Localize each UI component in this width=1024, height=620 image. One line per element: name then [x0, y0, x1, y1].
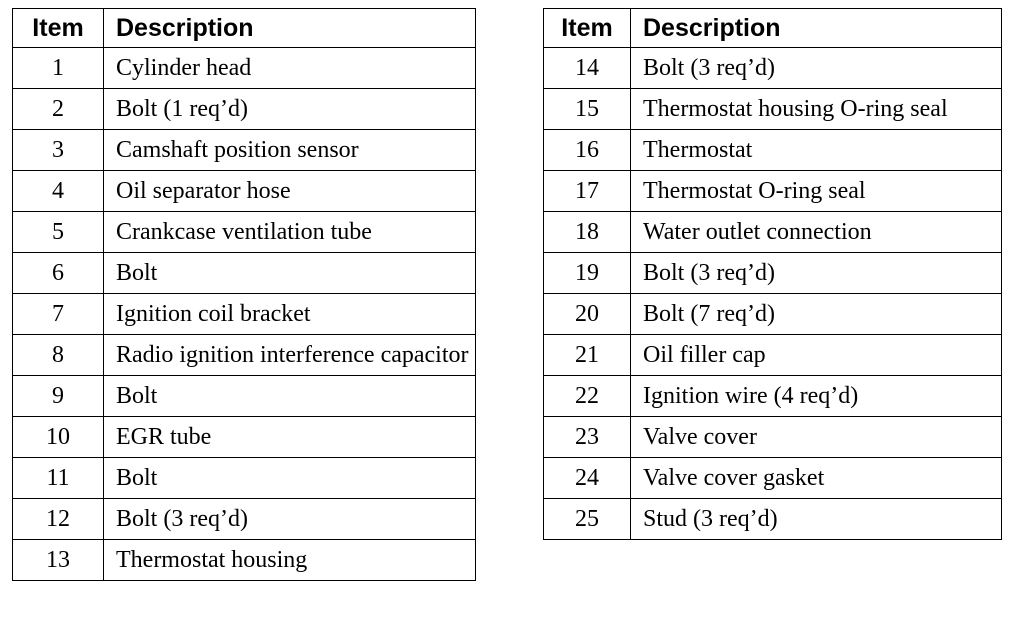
description-column-header: Description [631, 9, 1002, 48]
table-row [13, 171, 476, 212]
item-description: Thermostat housing O-ring seal [631, 89, 1002, 130]
item-description: Radio ignition interference capacitor [104, 335, 476, 376]
item-description: Ignition wire (4 req’d) [631, 376, 1002, 417]
item-number: 12 [13, 499, 104, 540]
item-number: 22 [544, 376, 631, 417]
table-row [544, 335, 1002, 376]
table-header-row [544, 9, 1002, 48]
item-description: Thermostat O-ring seal [631, 171, 1002, 212]
table-row [13, 376, 476, 417]
item-number: 1 [13, 48, 104, 89]
table-row [544, 499, 1002, 540]
item-number: 6 [13, 253, 104, 294]
item-column-header: Item [544, 9, 631, 48]
item-description: Bolt [104, 253, 476, 294]
item-description: Valve cover gasket [631, 458, 1002, 499]
table-row [544, 458, 1002, 499]
table-row [544, 89, 1002, 130]
item-number: 21 [544, 335, 631, 376]
item-description: Bolt (7 req’d) [631, 294, 1002, 335]
item-number: 24 [544, 458, 631, 499]
table-row [13, 212, 476, 253]
table-row [13, 458, 476, 499]
table-row [13, 294, 476, 335]
item-number: 4 [13, 171, 104, 212]
item-number: 16 [544, 130, 631, 171]
table-row [13, 417, 476, 458]
item-number: 13 [13, 540, 104, 581]
item-number: 17 [544, 171, 631, 212]
item-description: Bolt [104, 458, 476, 499]
table-row [13, 499, 476, 540]
item-number: 14 [544, 48, 631, 89]
item-number: 15 [544, 89, 631, 130]
item-number: 5 [13, 212, 104, 253]
parts-table-right [543, 8, 1002, 540]
item-description: Water outlet connection [631, 212, 1002, 253]
table-row [13, 89, 476, 130]
table-row [13, 48, 476, 89]
item-description: Ignition coil bracket [104, 294, 476, 335]
table-row [544, 212, 1002, 253]
table-row [544, 48, 1002, 89]
parts-table-left [12, 8, 476, 581]
description-column-header: Description [104, 9, 476, 48]
item-column-header: Item [13, 9, 104, 48]
item-description: Cylinder head [104, 48, 476, 89]
item-description: Bolt (3 req’d) [104, 499, 476, 540]
item-number: 25 [544, 499, 631, 540]
item-number: 9 [13, 376, 104, 417]
item-description: Crankcase ventilation tube [104, 212, 476, 253]
item-number: 19 [544, 253, 631, 294]
item-description: Oil separator hose [104, 171, 476, 212]
table-row [13, 540, 476, 581]
item-description: EGR tube [104, 417, 476, 458]
item-description: Bolt (3 req’d) [631, 48, 1002, 89]
item-number: 18 [544, 212, 631, 253]
table-row [544, 376, 1002, 417]
item-number: 10 [13, 417, 104, 458]
item-description: Stud (3 req’d) [631, 499, 1002, 540]
table-row [544, 130, 1002, 171]
item-number: 11 [13, 458, 104, 499]
table-header-row [13, 9, 476, 48]
item-description: Oil filler cap [631, 335, 1002, 376]
item-number: 3 [13, 130, 104, 171]
item-description: Thermostat [631, 130, 1002, 171]
item-description: Bolt (1 req’d) [104, 89, 476, 130]
item-number: 2 [13, 89, 104, 130]
item-description: Camshaft position sensor [104, 130, 476, 171]
table-row [544, 253, 1002, 294]
item-number: 23 [544, 417, 631, 458]
item-description: Bolt [104, 376, 476, 417]
table-row [13, 253, 476, 294]
table-row [544, 171, 1002, 212]
table-row [13, 335, 476, 376]
item-number: 8 [13, 335, 104, 376]
item-number: 7 [13, 294, 104, 335]
table-row [13, 130, 476, 171]
item-description: Bolt (3 req’d) [631, 253, 1002, 294]
item-description: Valve cover [631, 417, 1002, 458]
table-row [544, 294, 1002, 335]
item-number: 20 [544, 294, 631, 335]
table-row [544, 417, 1002, 458]
item-description: Thermostat housing [104, 540, 476, 581]
